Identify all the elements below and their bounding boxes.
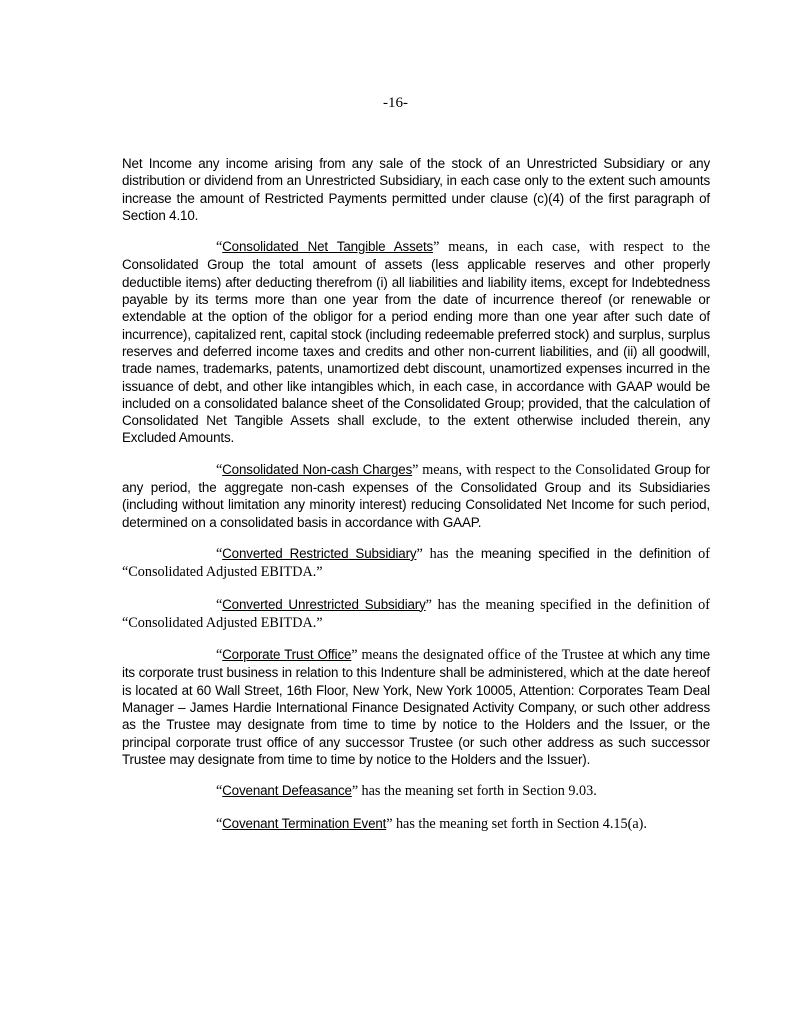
definition-corporate-trust-office (122, 646, 710, 768)
close-quote: ” (386, 815, 393, 832)
paragraph-continuation (122, 155, 710, 224)
document-body (122, 155, 710, 847)
definition-lead: means the designated office of the Trustee (357, 647, 604, 664)
definition-body: e meaning specified in the definition (466, 545, 692, 561)
open-quote: “ (216, 461, 223, 478)
definition-lead: has the meaning specified in the definition of “Consolidated Adjusted EBITDA.” (122, 596, 710, 631)
open-quote: “ (216, 647, 223, 664)
open-quote: “ (216, 239, 223, 256)
open-quote: “ (216, 783, 223, 800)
definition-lead: has th (422, 545, 467, 562)
defined-term: Consolidated Non-cash Charges (222, 461, 413, 477)
defined-term: Covenant Termination Event (222, 815, 387, 831)
definition-consolidated-non-cash-charges (122, 461, 710, 531)
close-quote: ” (425, 596, 432, 613)
close-quote: ” (416, 545, 423, 562)
close-quote: ” (351, 647, 358, 664)
close-quote: ” (351, 783, 358, 800)
paragraph-text: Net Income any income arising from any sale of the stock of an Unrestricted Subsidiary or any distribution or dividend from an Unrestricted Subsidiary, in each case only to the extent such amounts increase the amount of Restricted Payments permitted under clause (c)(4) of the first paragraph of Section 4.10. (122, 156, 710, 223)
definition-body: Group for any period, the aggregate non-cash expenses of the Consolidated Group and its Subsidiaries (including without limitation any minority interest) reducing Consolidated Net Income for such period, determined on a consolidated basis in accordance with GAAP. (122, 461, 710, 530)
defined-term: Converted Restricted Subsidiary (222, 545, 417, 561)
defined-term: Corporate Trust Office (222, 647, 352, 663)
definition-lead: has the meaning set forth in Section 9.03. (357, 783, 597, 800)
definition-covenant-termination-event (122, 815, 710, 833)
definition-lead: means, with respect to the Consolidated (418, 461, 651, 478)
definition-covenant-defeasance (122, 782, 710, 800)
definition-consolidated-net-tangible-assets (122, 238, 710, 447)
definition-tail: of “Consolidated Adjusted EBITDA.” (122, 545, 710, 581)
close-quote: ” (433, 239, 440, 256)
defined-term: Covenant Defeasance (222, 783, 352, 799)
defined-term: Converted Unrestricted Subsidiary (222, 596, 426, 612)
definition-body: Consolidated Group the total amount of assets (less applicable reserves and other properly deductible items) after deducting therefrom (i) all liabilities and liability items, except for Indebtedness payable by its terms more than one year from the date of incurrence thereof (or renewable or extendable at the option of the obligor for a period ending more than one year after such date of incurrence), capitalized rent, capital stock (including redeemable preferred stock) and surplus, surplus reserves and deferred income taxes and credits and other non-current liabilities, and (ii) all goodwill, trade names, trademarks, patents, unamortized debt discount, unamortized expenses incurred in the issuance of debt, and other like intangibles which, in each case, in accordance with GAAP would be included on a consolidated balance sheet of the Consolidated Group; provided, that the calculation of Consolidated Net Tangible Assets shall exclude, to the extent otherwise included therein, any Excluded Amounts. (122, 257, 710, 446)
definition-lead: has the meaning set forth in Section 4.15(a). (392, 815, 647, 832)
definition-converted-restricted-subsidiary (122, 545, 710, 582)
definition-converted-unrestricted-subsidiary (122, 596, 710, 633)
definition-lead: means, in each case, with respect to the (439, 239, 710, 256)
open-quote: “ (216, 545, 223, 562)
definition-body: at which any time its corporate trust business in relation to this Indenture shall be administered, which at the date hereof is located at 60 Wall Street, 16th Floor, New York, New York 10005, Attention: Corporates Team Deal Manager – James Hardie International Finance Designated Activity Company, or such other address as the Trustee may designate from time to time by notice to the Holders and the Issuer, or the principal corporate trust office of any successor Trustee (or such other address as such successor Trustee may designate from time to time by notice to the Holders and the Issuer). (122, 647, 710, 767)
open-quote: “ (216, 815, 223, 832)
open-quote: “ (216, 596, 223, 613)
defined-term: Consolidated Net Tangible Assets (222, 239, 434, 255)
page-number: -16- (383, 95, 408, 111)
close-quote: ” (412, 461, 419, 478)
